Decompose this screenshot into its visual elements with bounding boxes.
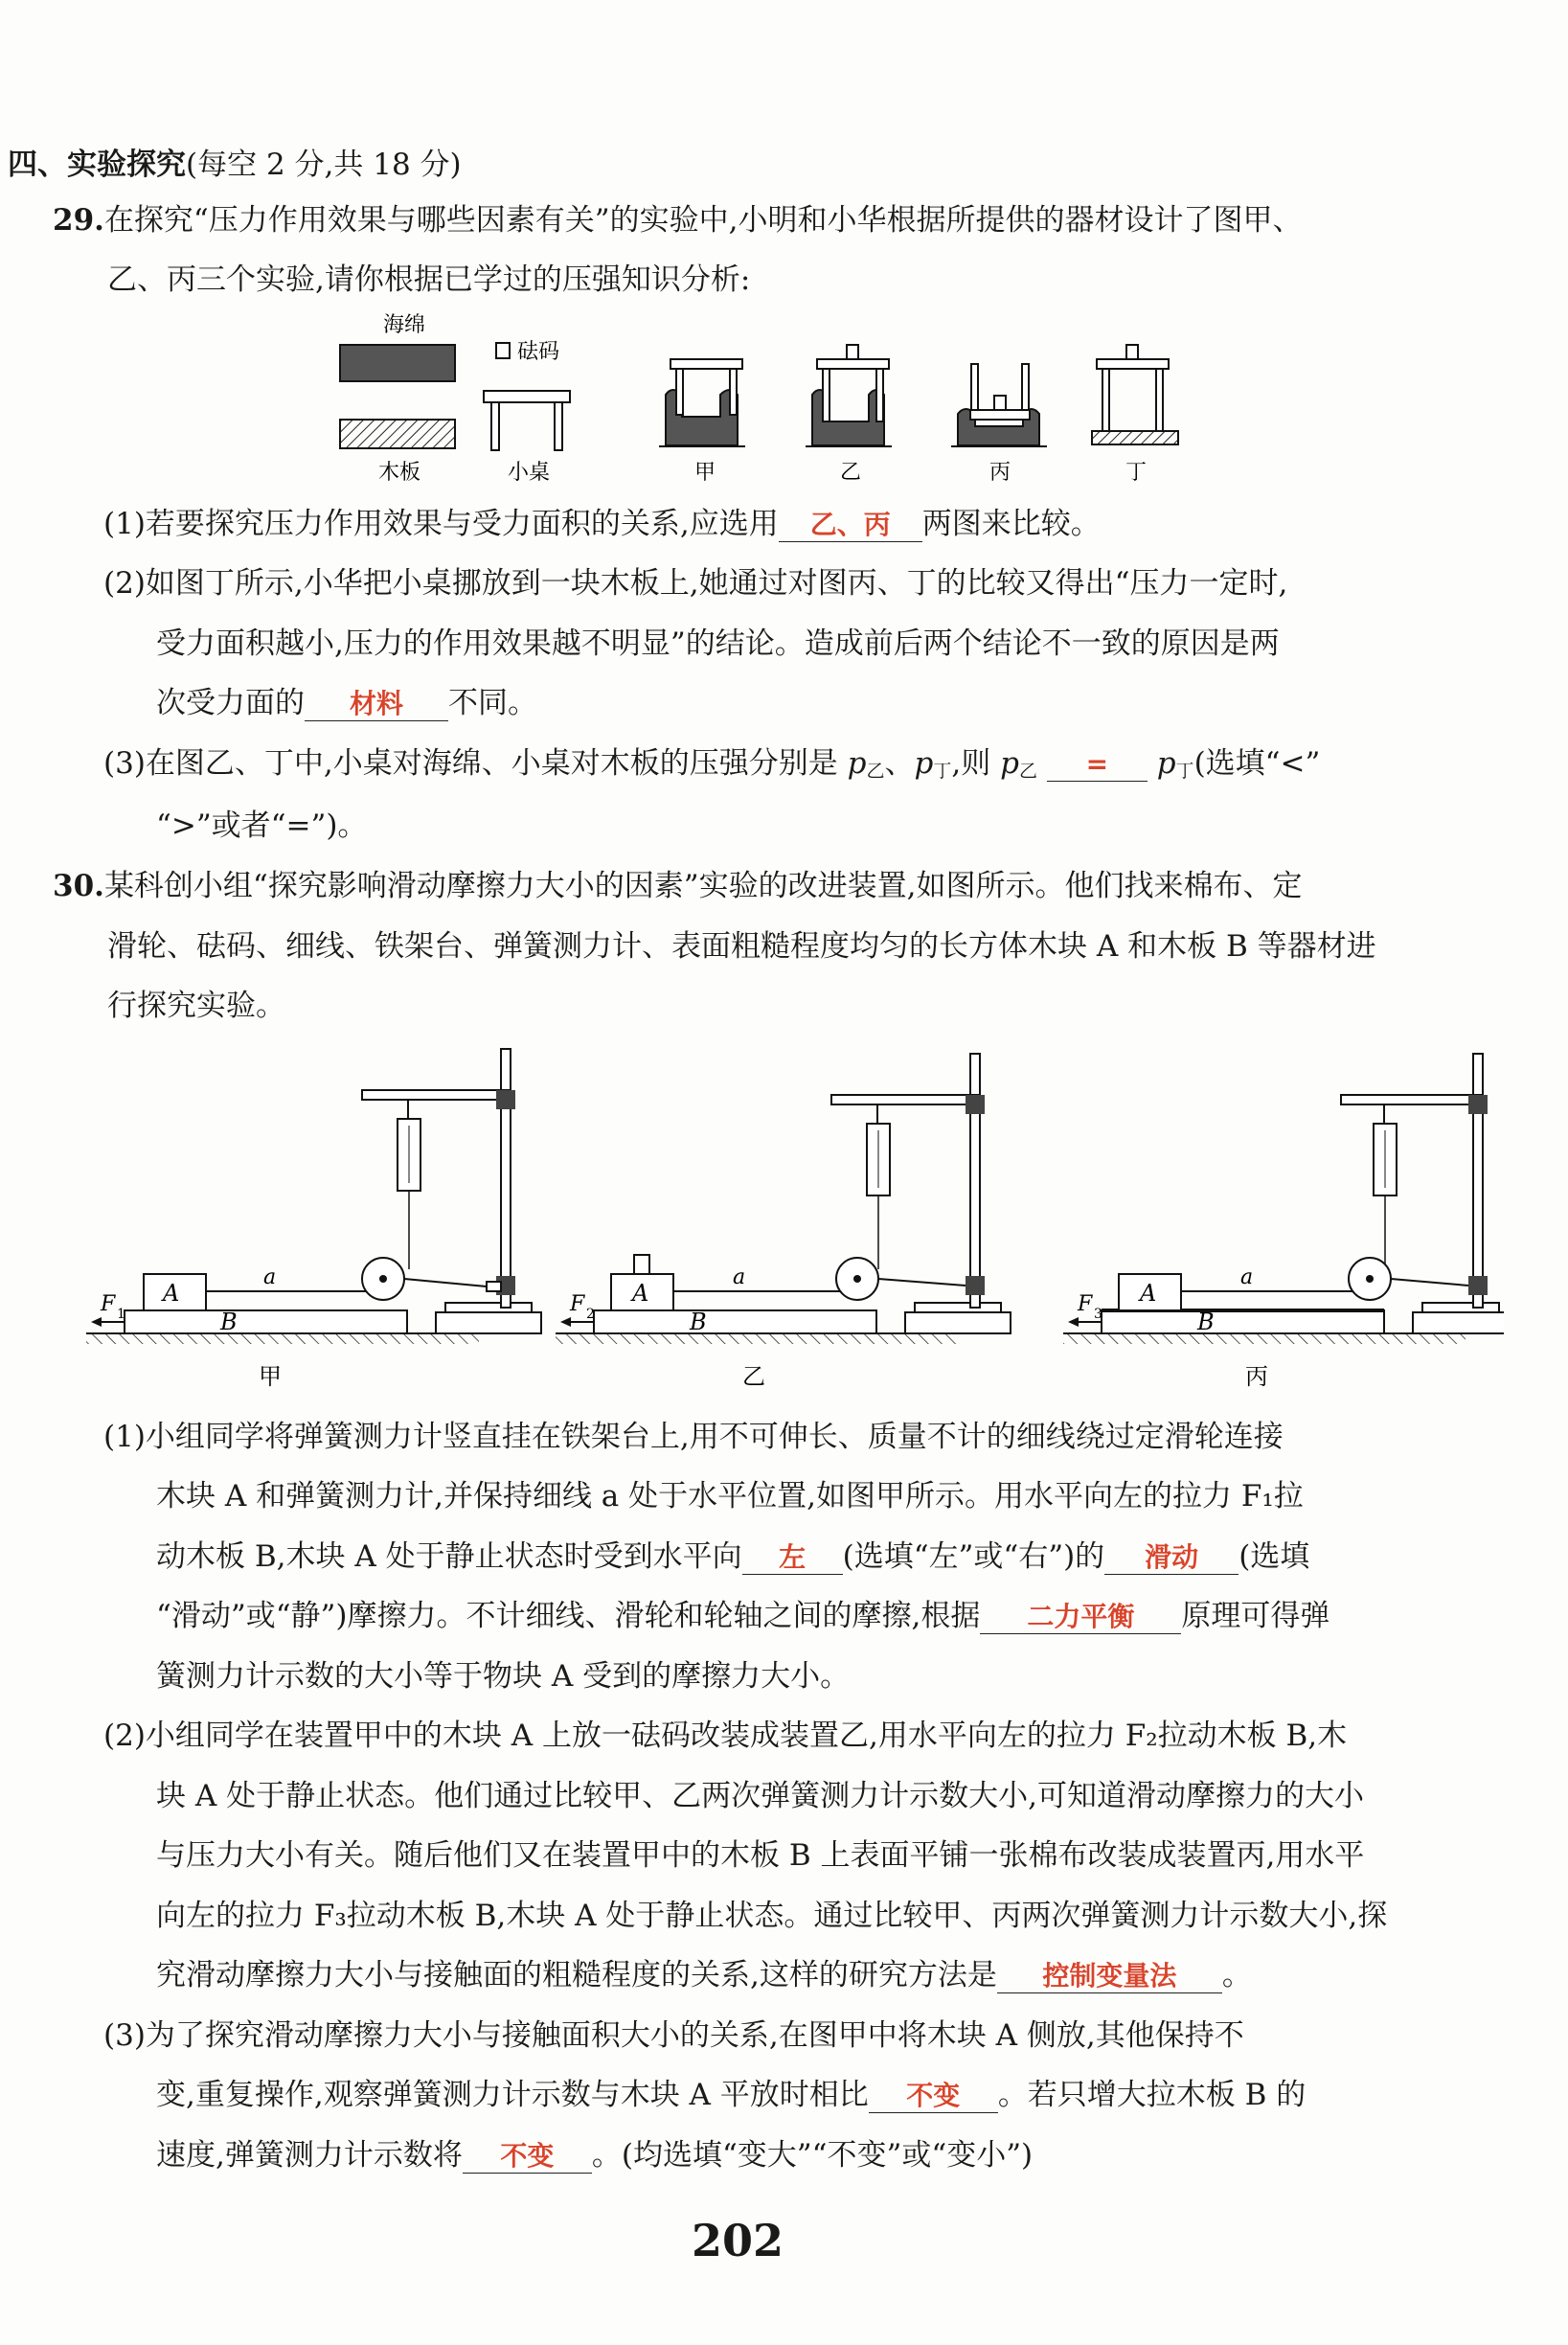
apparatus-bing-F-sub: 3 — [1094, 1307, 1102, 1322]
fig-weight-icon — [496, 343, 510, 358]
fig-sponge — [340, 345, 455, 381]
apparatus-jia-B: B — [220, 1309, 238, 1335]
q29-p2-line1: (2)如图丁所示,小华把小桌挪放到一块木板上,她通过对图丙、丁的比较又得出“压力一定时, — [103, 566, 1288, 601]
q30-p3-text-c1: 速度,弹簧测力计示数将 — [156, 2138, 463, 2173]
p-symbol: p — [914, 746, 934, 781]
q30-p3-line2 — [156, 2074, 1306, 2116]
q30-p2-line4: 向左的拉力 F₃拉动木板 B,木块 A 处于静止状态。通过比较甲、丙两次弹簧测力计示数大小,探 — [156, 1899, 1388, 1933]
apparatus-yi-B: B — [690, 1309, 707, 1335]
apparatus-yi-A: A — [632, 1280, 649, 1307]
q29-p1-text-a: (1)若要探究压力作用效果与受力面积的关系,应选用 — [103, 507, 779, 541]
q30-stem-line2: 滑轮、砝码、细线、铁架台、弹簧测力计、表面粗糙程度均匀的长方体木块 A 和木板 B 等器材进 — [107, 929, 1376, 964]
sub-ding: 丁 — [933, 761, 952, 782]
apparatus-yi-label: 乙 — [742, 1363, 765, 1390]
apparatus-yi — [556, 1054, 1011, 1344]
apparatus-bing — [1063, 1054, 1504, 1344]
q30-stem-line1 — [53, 865, 1302, 907]
q30-figure — [86, 1044, 1504, 1399]
q29-answer-1: 乙、丙 — [779, 509, 922, 542]
apparatus-jia-F-sub: 1 — [117, 1307, 125, 1322]
fig-jia — [659, 359, 745, 446]
q30-p2-line3: 与压力大小有关。随后他们又在装置甲中的木板 B 上表面平铺一张棉布改装成装置丙,用水平 — [156, 1838, 1365, 1873]
fig-board-label: 木板 — [378, 461, 421, 485]
sub-ding: 丁 — [1175, 761, 1194, 782]
q30-answer-3: 二力平衡 — [980, 1601, 1181, 1634]
apparatus-jia-A: A — [163, 1280, 180, 1307]
apparatus-bing-B: B — [1197, 1309, 1215, 1335]
apparatus-yi-a: a — [733, 1265, 746, 1289]
fig-weight-label: 砝码 — [517, 340, 560, 364]
fig-yi — [806, 345, 892, 446]
fig-jia-label: 甲 — [694, 461, 716, 485]
q30-answer-4: 控制变量法 — [997, 1960, 1222, 1993]
q30-p3-text-b1: 变,重复操作,观察弹簧测力计示数与木块 A 平放时相比 — [156, 2078, 869, 2112]
p-symbol: p — [847, 746, 867, 781]
p-symbol: p — [1000, 746, 1019, 781]
section-header — [8, 144, 462, 186]
fig-small-table — [484, 391, 570, 450]
apparatus-jia-F: F — [101, 1292, 116, 1316]
section-note: (每空 2 分,共 18 分) — [186, 148, 462, 182]
apparatus-jia-label: 甲 — [259, 1363, 282, 1390]
q30-p1-line2: 木块 A 和弹簧测力计,并保持细线 a 处于水平位置,如图甲所示。用水平向左的拉力 F₁拉 — [156, 1479, 1304, 1514]
fig-bing — [951, 364, 1047, 446]
comma: 、 — [884, 746, 915, 781]
q29-p3-text-a: (3)在图乙、丁中,小桌对海绵、小桌对木板的压强分别是 — [103, 746, 838, 781]
q30-p2-text-e2: 。 — [1221, 1958, 1252, 1992]
q30-stem1: 某科创小组“探究影响滑动摩擦力大小的因素”实验的改进装置,如图所示。他们找来棉布、定 — [103, 869, 1303, 903]
q30-stem-line3: 行探究实验。 — [107, 989, 285, 1023]
q29-p2-line3 — [156, 682, 537, 724]
page-number: 202 — [692, 2215, 784, 2266]
q30-p1-text-d2: 原理可得弹 — [1181, 1599, 1330, 1633]
fig-board — [340, 420, 455, 448]
q29-stem-line2: 乙、丙三个实验,请你根据已学过的压强知识分析: — [107, 262, 751, 297]
q30-p3-text-c2: 。(均选填“变大”“不变”或“变小”) — [591, 2138, 1034, 2173]
q29-p2-line2: 受力面积越小,压力的作用效果越不明显”的结论。造成前后两个结论不一致的原因是两 — [156, 626, 1280, 661]
q30-answer-6: 不变 — [463, 2140, 592, 2174]
section-title: 四、实验探究 — [8, 148, 186, 182]
q30-p1-text-d1: “滑动”或“静”)摩擦力。不计细线、滑轮和轮轴之间的摩擦,根据 — [156, 1599, 981, 1633]
fig-ding — [1092, 345, 1178, 444]
q29-answer-3: = — [1047, 748, 1148, 782]
q29-figure — [335, 307, 1245, 489]
q30-p1-text-c3: (选填 — [1238, 1539, 1310, 1574]
fig-sponge-label: 海绵 — [383, 313, 426, 337]
q29-p1-text-b: 两图来比较。 — [921, 507, 1101, 541]
sub-yi: 乙 — [866, 761, 885, 782]
q30-p1-line5: 簧测力计示数的大小等于物块 A 受到的摩擦力大小。 — [156, 1659, 851, 1694]
q29-p2-text-d: 不同。 — [448, 686, 537, 720]
q30-p3-line1: (3)为了探究滑动摩擦力大小与接触面积大小的关系,在图甲中将木块 A 侧放,其他保持不 — [103, 2018, 1244, 2053]
q29-p3-text-b: (选填“<” — [1193, 746, 1321, 781]
fig-bing-label: 丙 — [989, 461, 1011, 485]
p-symbol: p — [1156, 746, 1176, 781]
apparatus-bing-a: a — [1240, 1265, 1254, 1289]
q30-p3-text-b2: 。若只增大拉木板 B 的 — [997, 2078, 1307, 2112]
q29-p3-line2: “>”或者“=”)。 — [156, 808, 368, 843]
q30-answer-1: 左 — [742, 1541, 843, 1575]
q29-stem-line1 — [53, 199, 1302, 241]
q30-p2-text-e1: 究滑动摩擦力大小与接触面的粗糙程度的关系,这样的研究方法是 — [156, 1958, 997, 1992]
apparatus-yi-F-sub: 2 — [586, 1307, 595, 1322]
apparatus-yi-F: F — [570, 1292, 585, 1316]
q30-answer-2: 滑动 — [1104, 1541, 1238, 1575]
apparatus-jia — [86, 1049, 541, 1344]
q30-p1-text-c2: (选填“左”或“右”)的 — [842, 1539, 1105, 1574]
q29-number: 29. — [53, 203, 104, 238]
q30-p2-line1: (2)小组同学在装置甲中的木块 A 上放一砝码改装成装置乙,用水平向左的拉力 F₂拉动木板 B,木 — [103, 1719, 1348, 1753]
fig-table-label: 小桌 — [508, 461, 551, 485]
q29-stem1: 在探究“压力作用效果与哪些因素有关”的实验中,小明和小华根据所提供的器材设计了图甲、 — [103, 203, 1303, 238]
q29-p3-line1 — [103, 742, 1320, 792]
then-text: ,则 — [951, 746, 991, 781]
apparatus-bing-label: 丙 — [1245, 1363, 1268, 1390]
q30-p1-line4 — [156, 1595, 1329, 1637]
q30-p2-line5 — [156, 1954, 1252, 1996]
q30-p2-line2: 块 A 处于静止状态。他们通过比较甲、乙两次弹簧测力计示数大小,可知道滑动摩擦力的大小 — [156, 1779, 1364, 1813]
fig-ding-label: 丁 — [1125, 461, 1148, 485]
q30-number: 30. — [53, 869, 104, 903]
q29-answer-2: 材料 — [305, 688, 448, 721]
sub-yi: 乙 — [1018, 761, 1037, 782]
q30-p1-line1: (1)小组同学将弹簧测力计竖直挂在铁架台上,用不可伸长、质量不计的细线绕过定滑轮连接 — [103, 1420, 1284, 1454]
apparatus-bing-F: F — [1078, 1292, 1093, 1316]
q30-answer-5: 不变 — [869, 2080, 998, 2113]
q30-p1-line3 — [156, 1536, 1309, 1578]
apparatus-jia-a: a — [263, 1265, 277, 1289]
fig-yi-label: 乙 — [840, 461, 862, 485]
q30-p1-text-c1: 动木板 B,木块 A 处于静止状态时受到水平向 — [156, 1539, 742, 1574]
apparatus-bing-A: A — [1140, 1280, 1157, 1307]
q29-p2-text-c: 次受力面的 — [156, 686, 305, 720]
q29-p1 — [103, 503, 1101, 545]
q30-p3-line3 — [156, 2134, 1033, 2176]
